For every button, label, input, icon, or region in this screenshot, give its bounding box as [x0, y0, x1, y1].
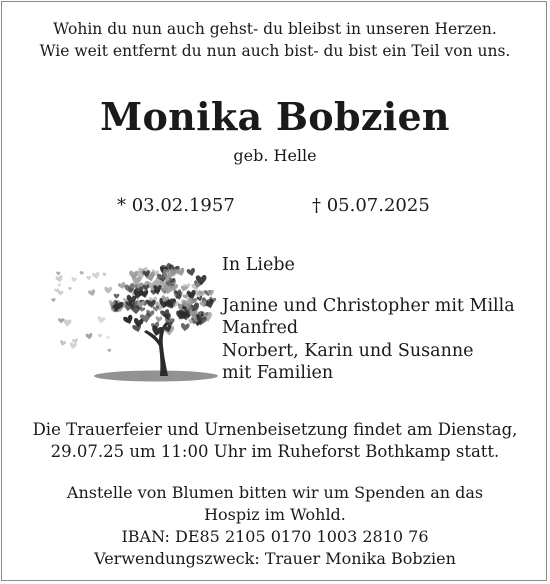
heart-leaf	[55, 275, 64, 283]
mourners-intro: In Liebe	[222, 255, 295, 275]
heart-leaf	[71, 277, 77, 283]
heart-leaf	[58, 318, 64, 324]
heart-leaf	[59, 340, 66, 347]
heart-leaf	[68, 287, 72, 291]
mourner-line-3: Norbert, Karin und Susanne	[222, 340, 474, 361]
iban: IBAN: DE85 2105 0170 1003 2810 76	[121, 527, 429, 546]
heart-leaf	[57, 283, 62, 288]
quote-line-1: Wohin du nun auch gehst- du bleibst in unseren Herzen.	[53, 20, 497, 38]
heart-leaf	[79, 271, 84, 276]
birth-date: * 03.02.1957	[117, 195, 235, 216]
heart-leaf	[51, 298, 56, 302]
heart-leaf	[98, 334, 103, 338]
birth-name: geb. Helle	[233, 146, 317, 165]
heart-leaf	[85, 333, 93, 340]
heart-leaf	[57, 290, 64, 296]
heart-leaf	[86, 276, 91, 281]
ground	[94, 371, 218, 382]
heart-leaf	[123, 314, 135, 325]
mourner-line-1: Janine und Christopher mit Milla	[222, 295, 515, 316]
heart-leaf	[106, 336, 110, 340]
heart-leaf	[104, 287, 112, 294]
heart-leaf	[63, 319, 71, 327]
notice-line-2: 29.07.25 um 11:00 Uhr im Ruheforst Bothkamp statt.	[50, 442, 500, 461]
mourner-line-2: Manfred	[222, 318, 299, 338]
heart-leaf	[107, 348, 112, 352]
death-date: † 05.07.2025	[312, 195, 430, 216]
flying-hearts	[51, 271, 116, 353]
quote-line-2: Wie weit entfernt du nun auch bist- du bist ein Teil von uns.	[39, 42, 511, 60]
donation-line-2: Hospiz im Wohld.	[204, 505, 346, 524]
donation-request	[0, 482, 550, 570]
tree-canopy	[109, 263, 217, 338]
heart-leaf	[155, 316, 162, 322]
deceased-name: Monika Bobzien	[100, 94, 450, 139]
heart-leaf	[180, 323, 189, 332]
notice-line-1: Die Trauerfeier und Urnenbeisetzung findet am Dienstag,	[32, 420, 518, 439]
heart-leaf	[114, 294, 120, 299]
donation-line-1: Anstelle von Blumen bitten wir um Spenden an das	[66, 483, 484, 502]
mourners-block	[222, 254, 515, 385]
heart-leaf	[56, 271, 61, 276]
payment-reference: Verwendungszweck: Trauer Monika Bobzien	[94, 549, 456, 568]
mourner-line-4: mit Familien	[222, 363, 334, 383]
funeral-notice	[0, 419, 550, 463]
heart-leaf	[102, 273, 106, 277]
heart-tree-icon	[48, 256, 223, 386]
heart-leaf	[96, 315, 105, 324]
heart-leaf	[92, 272, 101, 280]
heart-leaf	[186, 268, 196, 277]
heart-leaf	[88, 289, 97, 297]
memorial-quote	[0, 18, 550, 62]
